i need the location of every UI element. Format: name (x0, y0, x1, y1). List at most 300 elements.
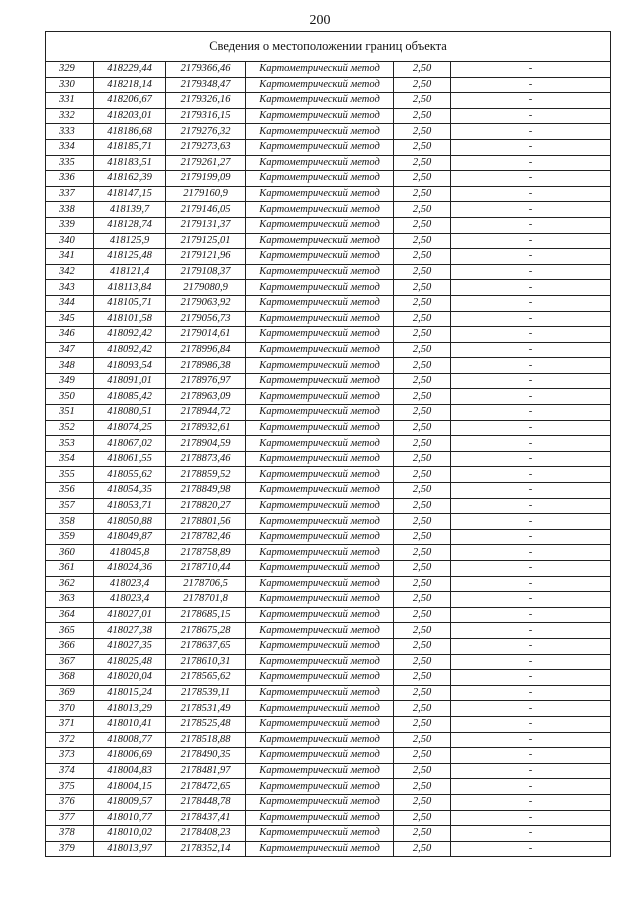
table-row (46, 233, 611, 249)
x-coordinate-cell: 418054,35 (94, 483, 166, 499)
x-coordinate-cell: 418027,38 (94, 623, 166, 639)
x-coordinate-cell: 418010,41 (94, 716, 166, 732)
point-number-cell: 363 (46, 592, 94, 608)
method-cell: Картометрический метод (246, 327, 394, 343)
description-cell: - (451, 810, 611, 826)
point-number-cell: 374 (46, 763, 94, 779)
point-number-cell: 349 (46, 373, 94, 389)
accuracy-cell: 2,50 (394, 264, 451, 280)
table-row (46, 295, 611, 311)
y-coordinate-cell: 2178437,41 (166, 810, 246, 826)
point-number-cell: 367 (46, 654, 94, 670)
description-cell: - (451, 264, 611, 280)
point-number-cell: 335 (46, 155, 94, 171)
accuracy-cell: 2,50 (394, 186, 451, 202)
x-coordinate-cell: 418229,44 (94, 62, 166, 78)
method-cell: Картометрический метод (246, 155, 394, 171)
table-row (46, 545, 611, 561)
description-cell: - (451, 327, 611, 343)
y-coordinate-cell: 2178849,98 (166, 483, 246, 499)
description-cell: - (451, 623, 611, 639)
y-coordinate-cell: 2178963,09 (166, 389, 246, 405)
x-coordinate-cell: 418121,4 (94, 264, 166, 280)
accuracy-cell: 2,50 (394, 810, 451, 826)
method-cell: Картометрический метод (246, 670, 394, 686)
method-cell: Картометрический метод (246, 779, 394, 795)
y-coordinate-cell: 2178472,65 (166, 779, 246, 795)
table-row (46, 748, 611, 764)
x-coordinate-cell: 418203,01 (94, 108, 166, 124)
point-number-cell: 378 (46, 826, 94, 842)
x-coordinate-cell: 418105,71 (94, 295, 166, 311)
table-row (46, 701, 611, 717)
point-number-cell: 372 (46, 732, 94, 748)
table-row (46, 405, 611, 421)
description-cell: - (451, 685, 611, 701)
y-coordinate-cell: 2179108,37 (166, 264, 246, 280)
point-number-cell: 337 (46, 186, 94, 202)
description-cell: - (451, 670, 611, 686)
description-cell: - (451, 171, 611, 187)
method-cell: Картометрический метод (246, 202, 394, 218)
x-coordinate-cell: 418020,04 (94, 670, 166, 686)
point-number-cell: 375 (46, 779, 94, 795)
description-cell: - (451, 716, 611, 732)
x-coordinate-cell: 418128,74 (94, 217, 166, 233)
method-cell: Картометрический метод (246, 561, 394, 577)
accuracy-cell: 2,50 (394, 249, 451, 265)
method-cell: Картометрический метод (246, 451, 394, 467)
x-coordinate-cell: 418027,01 (94, 607, 166, 623)
method-cell: Картометрический метод (246, 498, 394, 514)
point-number-cell: 351 (46, 405, 94, 421)
table-row (46, 436, 611, 452)
point-number-cell: 334 (46, 139, 94, 155)
table-row (46, 467, 611, 483)
point-number-cell: 357 (46, 498, 94, 514)
table-row (46, 763, 611, 779)
table-row (46, 77, 611, 93)
description-cell: - (451, 233, 611, 249)
x-coordinate-cell: 418185,71 (94, 139, 166, 155)
description-cell: - (451, 545, 611, 561)
accuracy-cell: 2,50 (394, 561, 451, 577)
table-row (46, 638, 611, 654)
table-row (46, 420, 611, 436)
x-coordinate-cell: 418218,14 (94, 77, 166, 93)
x-coordinate-cell: 418050,88 (94, 514, 166, 530)
accuracy-cell: 2,50 (394, 732, 451, 748)
description-cell: - (451, 638, 611, 654)
method-cell: Картометрический метод (246, 638, 394, 654)
point-number-cell: 347 (46, 342, 94, 358)
table-row (46, 810, 611, 826)
description-cell: - (451, 77, 611, 93)
x-coordinate-cell: 418162,39 (94, 171, 166, 187)
accuracy-cell: 2,50 (394, 202, 451, 218)
method-cell: Картометрический метод (246, 685, 394, 701)
accuracy-cell: 2,50 (394, 93, 451, 109)
point-number-cell: 371 (46, 716, 94, 732)
point-number-cell: 339 (46, 217, 94, 233)
accuracy-cell: 2,50 (394, 701, 451, 717)
y-coordinate-cell: 2178610,31 (166, 654, 246, 670)
y-coordinate-cell: 2178986,38 (166, 358, 246, 374)
accuracy-cell: 2,50 (394, 451, 451, 467)
method-cell: Картометрический метод (246, 280, 394, 296)
table-row (46, 202, 611, 218)
method-cell: Картометрический метод (246, 436, 394, 452)
method-cell: Картометрический метод (246, 483, 394, 499)
y-coordinate-cell: 2178701,8 (166, 592, 246, 608)
table-row (46, 576, 611, 592)
y-coordinate-cell: 2178352,14 (166, 841, 246, 857)
table-row (46, 561, 611, 577)
x-coordinate-cell: 418013,29 (94, 701, 166, 717)
method-cell: Картометрический метод (246, 311, 394, 327)
y-coordinate-cell: 2179276,32 (166, 124, 246, 140)
table-row (46, 826, 611, 842)
x-coordinate-cell: 418013,97 (94, 841, 166, 857)
table-row (46, 311, 611, 327)
accuracy-cell: 2,50 (394, 217, 451, 233)
y-coordinate-cell: 2178518,88 (166, 732, 246, 748)
point-number-cell: 353 (46, 436, 94, 452)
table-row (46, 498, 611, 514)
y-coordinate-cell: 2179125,01 (166, 233, 246, 249)
description-cell: - (451, 420, 611, 436)
table-row (46, 155, 611, 171)
table-row (46, 124, 611, 140)
x-coordinate-cell: 418085,42 (94, 389, 166, 405)
method-cell: Картометрический метод (246, 295, 394, 311)
accuracy-cell: 2,50 (394, 171, 451, 187)
point-number-cell: 368 (46, 670, 94, 686)
x-coordinate-cell: 418023,4 (94, 592, 166, 608)
accuracy-cell: 2,50 (394, 436, 451, 452)
method-cell: Картометрический метод (246, 810, 394, 826)
x-coordinate-cell: 418045,8 (94, 545, 166, 561)
accuracy-cell: 2,50 (394, 716, 451, 732)
accuracy-cell: 2,50 (394, 748, 451, 764)
table-row (46, 716, 611, 732)
method-cell: Картометрический метод (246, 841, 394, 857)
table-row (46, 171, 611, 187)
description-cell: - (451, 436, 611, 452)
description-cell: - (451, 389, 611, 405)
table-row (46, 108, 611, 124)
y-coordinate-cell: 2179348,47 (166, 77, 246, 93)
table-title-row (46, 32, 611, 62)
page-number: 200 (309, 13, 331, 28)
x-coordinate-cell: 418113,84 (94, 280, 166, 296)
y-coordinate-cell: 2179063,92 (166, 295, 246, 311)
accuracy-cell: 2,50 (394, 467, 451, 483)
point-number-cell: 365 (46, 623, 94, 639)
x-coordinate-cell: 418092,42 (94, 342, 166, 358)
point-number-cell: 340 (46, 233, 94, 249)
description-cell: - (451, 529, 611, 545)
y-coordinate-cell: 2178706,5 (166, 576, 246, 592)
y-coordinate-cell: 2178539,11 (166, 685, 246, 701)
y-coordinate-cell: 2179160,9 (166, 186, 246, 202)
accuracy-cell: 2,50 (394, 342, 451, 358)
method-cell: Картометрический метод (246, 249, 394, 265)
x-coordinate-cell: 418010,77 (94, 810, 166, 826)
point-number-cell: 343 (46, 280, 94, 296)
table-row (46, 373, 611, 389)
accuracy-cell: 2,50 (394, 529, 451, 545)
table-row (46, 389, 611, 405)
description-cell: - (451, 93, 611, 109)
point-number-cell: 376 (46, 794, 94, 810)
point-number-cell: 333 (46, 124, 94, 140)
description-cell: - (451, 592, 611, 608)
point-number-cell: 362 (46, 576, 94, 592)
accuracy-cell: 2,50 (394, 763, 451, 779)
method-cell: Картометрический метод (246, 93, 394, 109)
table-row (46, 327, 611, 343)
point-number-cell: 379 (46, 841, 94, 857)
method-cell: Картометрический метод (246, 139, 394, 155)
y-coordinate-cell: 2179316,15 (166, 108, 246, 124)
y-coordinate-cell: 2178565,62 (166, 670, 246, 686)
description-cell: - (451, 779, 611, 795)
x-coordinate-cell: 418055,62 (94, 467, 166, 483)
description-cell: - (451, 451, 611, 467)
method-cell: Картометрический метод (246, 763, 394, 779)
table-body (46, 62, 611, 857)
point-number-cell: 361 (46, 561, 94, 577)
x-coordinate-cell: 418008,77 (94, 732, 166, 748)
description-cell: - (451, 701, 611, 717)
accuracy-cell: 2,50 (394, 405, 451, 421)
accuracy-cell: 2,50 (394, 139, 451, 155)
description-cell: - (451, 405, 611, 421)
accuracy-cell: 2,50 (394, 358, 451, 374)
table-row (46, 670, 611, 686)
x-coordinate-cell: 418015,24 (94, 685, 166, 701)
point-number-cell: 350 (46, 389, 94, 405)
x-coordinate-cell: 418091,01 (94, 373, 166, 389)
x-coordinate-cell: 418049,87 (94, 529, 166, 545)
method-cell: Картометрический метод (246, 233, 394, 249)
accuracy-cell: 2,50 (394, 389, 451, 405)
y-coordinate-cell: 2178758,89 (166, 545, 246, 561)
x-coordinate-cell: 418125,9 (94, 233, 166, 249)
point-number-cell: 330 (46, 77, 94, 93)
description-cell: - (451, 514, 611, 530)
point-number-cell: 356 (46, 483, 94, 499)
method-cell: Картометрический метод (246, 701, 394, 717)
accuracy-cell: 2,50 (394, 779, 451, 795)
x-coordinate-cell: 418147,15 (94, 186, 166, 202)
accuracy-cell: 2,50 (394, 108, 451, 124)
accuracy-cell: 2,50 (394, 607, 451, 623)
method-cell: Картометрический метод (246, 373, 394, 389)
x-coordinate-cell: 418004,15 (94, 779, 166, 795)
table-row (46, 451, 611, 467)
method-cell: Картометрический метод (246, 186, 394, 202)
description-cell: - (451, 841, 611, 857)
x-coordinate-cell: 418092,42 (94, 327, 166, 343)
description-cell: - (451, 155, 611, 171)
accuracy-cell: 2,50 (394, 483, 451, 499)
description-cell: - (451, 311, 611, 327)
point-number-cell: 358 (46, 514, 94, 530)
description-cell: - (451, 280, 611, 296)
boundary-coordinates-table (45, 31, 611, 857)
x-coordinate-cell: 418206,67 (94, 93, 166, 109)
point-number-cell: 338 (46, 202, 94, 218)
x-coordinate-cell: 418027,35 (94, 638, 166, 654)
method-cell: Картометрический метод (246, 342, 394, 358)
table-row (46, 592, 611, 608)
description-cell: - (451, 62, 611, 78)
table-row (46, 654, 611, 670)
method-cell: Картометрический метод (246, 171, 394, 187)
x-coordinate-cell: 418125,48 (94, 249, 166, 265)
y-coordinate-cell: 2179199,09 (166, 171, 246, 187)
description-cell: - (451, 794, 611, 810)
y-coordinate-cell: 2178481,97 (166, 763, 246, 779)
y-coordinate-cell: 2178685,15 (166, 607, 246, 623)
table-row (46, 342, 611, 358)
table-row (46, 62, 611, 78)
description-cell: - (451, 561, 611, 577)
table-row (46, 685, 611, 701)
y-coordinate-cell: 2178448,78 (166, 794, 246, 810)
point-number-cell: 344 (46, 295, 94, 311)
y-coordinate-cell: 2178490,35 (166, 748, 246, 764)
y-coordinate-cell: 2178710,44 (166, 561, 246, 577)
x-coordinate-cell: 418093,54 (94, 358, 166, 374)
table-row (46, 358, 611, 374)
x-coordinate-cell: 418061,55 (94, 451, 166, 467)
point-number-cell: 355 (46, 467, 94, 483)
method-cell: Картометрический метод (246, 748, 394, 764)
accuracy-cell: 2,50 (394, 623, 451, 639)
description-cell: - (451, 826, 611, 842)
x-coordinate-cell: 418024,36 (94, 561, 166, 577)
table-row (46, 732, 611, 748)
method-cell: Картометрический метод (246, 654, 394, 670)
point-number-cell: 373 (46, 748, 94, 764)
method-cell: Картометрический метод (246, 514, 394, 530)
y-coordinate-cell: 2179131,37 (166, 217, 246, 233)
accuracy-cell: 2,50 (394, 327, 451, 343)
table-row (46, 249, 611, 265)
point-number-cell: 377 (46, 810, 94, 826)
method-cell: Картометрический метод (246, 794, 394, 810)
description-cell: - (451, 202, 611, 218)
description-cell: - (451, 139, 611, 155)
point-number-cell: 369 (46, 685, 94, 701)
method-cell: Картометрический метод (246, 545, 394, 561)
table-row (46, 186, 611, 202)
x-coordinate-cell: 418139,7 (94, 202, 166, 218)
x-coordinate-cell: 418004,83 (94, 763, 166, 779)
description-cell: - (451, 373, 611, 389)
point-number-cell: 360 (46, 545, 94, 561)
method-cell: Картометрический метод (246, 124, 394, 140)
accuracy-cell: 2,50 (394, 498, 451, 514)
table-row (46, 93, 611, 109)
method-cell: Картометрический метод (246, 217, 394, 233)
accuracy-cell: 2,50 (394, 685, 451, 701)
description-cell: - (451, 748, 611, 764)
y-coordinate-cell: 2179273,63 (166, 139, 246, 155)
point-number-cell: 354 (46, 451, 94, 467)
description-cell: - (451, 467, 611, 483)
description-cell: - (451, 654, 611, 670)
method-cell: Картометрический метод (246, 529, 394, 545)
x-coordinate-cell: 418080,51 (94, 405, 166, 421)
method-cell: Картометрический метод (246, 716, 394, 732)
table-row (46, 779, 611, 795)
accuracy-cell: 2,50 (394, 794, 451, 810)
y-coordinate-cell: 2179121,96 (166, 249, 246, 265)
method-cell: Картометрический метод (246, 405, 394, 421)
accuracy-cell: 2,50 (394, 62, 451, 78)
accuracy-cell: 2,50 (394, 654, 451, 670)
table-row (46, 607, 611, 623)
point-number-cell: 366 (46, 638, 94, 654)
y-coordinate-cell: 2178976,97 (166, 373, 246, 389)
x-coordinate-cell: 418101,58 (94, 311, 166, 327)
point-number-cell: 345 (46, 311, 94, 327)
accuracy-cell: 2,50 (394, 233, 451, 249)
description-cell: - (451, 124, 611, 140)
table-title: Сведения о местоположении границ объекта (46, 32, 611, 62)
accuracy-cell: 2,50 (394, 638, 451, 654)
accuracy-cell: 2,50 (394, 841, 451, 857)
y-coordinate-cell: 2179056,73 (166, 311, 246, 327)
table-row (46, 483, 611, 499)
description-cell: - (451, 483, 611, 499)
accuracy-cell: 2,50 (394, 295, 451, 311)
accuracy-cell: 2,50 (394, 280, 451, 296)
method-cell: Картометрический метод (246, 576, 394, 592)
y-coordinate-cell: 2178873,46 (166, 451, 246, 467)
table-row (46, 280, 611, 296)
method-cell: Картометрический метод (246, 389, 394, 405)
y-coordinate-cell: 2178996,84 (166, 342, 246, 358)
y-coordinate-cell: 2179366,46 (166, 62, 246, 78)
y-coordinate-cell: 2179080,9 (166, 280, 246, 296)
point-number-cell: 364 (46, 607, 94, 623)
description-cell: - (451, 732, 611, 748)
point-number-cell: 346 (46, 327, 94, 343)
accuracy-cell: 2,50 (394, 670, 451, 686)
accuracy-cell: 2,50 (394, 373, 451, 389)
x-coordinate-cell: 418183,51 (94, 155, 166, 171)
point-number-cell: 332 (46, 108, 94, 124)
method-cell: Картометрический метод (246, 826, 394, 842)
y-coordinate-cell: 2178408,23 (166, 826, 246, 842)
y-coordinate-cell: 2178675,28 (166, 623, 246, 639)
method-cell: Картометрический метод (246, 62, 394, 78)
y-coordinate-cell: 2178932,61 (166, 420, 246, 436)
y-coordinate-cell: 2178525,48 (166, 716, 246, 732)
point-number-cell: 329 (46, 62, 94, 78)
y-coordinate-cell: 2179326,16 (166, 93, 246, 109)
accuracy-cell: 2,50 (394, 576, 451, 592)
point-number-cell: 348 (46, 358, 94, 374)
point-number-cell: 341 (46, 249, 94, 265)
point-number-cell: 331 (46, 93, 94, 109)
description-cell: - (451, 576, 611, 592)
